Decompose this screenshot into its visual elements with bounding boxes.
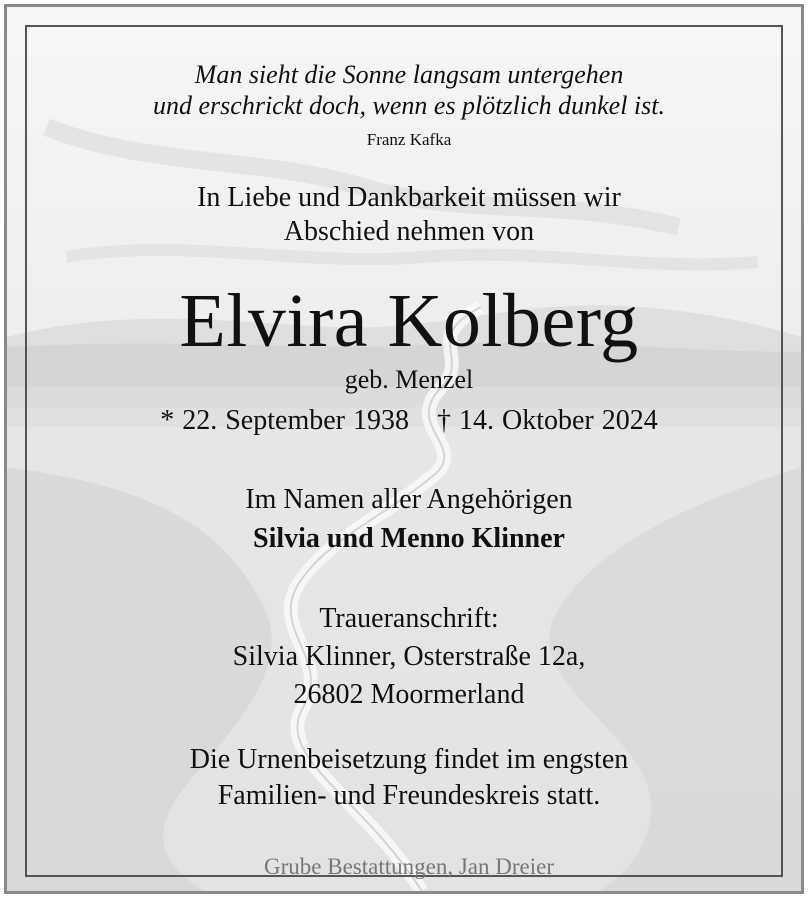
deceased-name: Elvira Kolberg xyxy=(179,279,639,363)
maiden-name: geb. Menzel xyxy=(344,365,474,394)
obituary-card xyxy=(4,4,804,894)
quote-line-1: Man sieht die Sonne langsam untergehen xyxy=(194,60,624,89)
address-line-1: Silvia Klinner, Osterstraße 12a, xyxy=(232,641,586,672)
address-label: Traueranschrift: xyxy=(319,603,499,634)
address-line-2: 26802 Moormerland xyxy=(293,679,525,710)
quote-author: Franz Kafka xyxy=(366,130,452,149)
death-date: † 14. Oktober 2024 xyxy=(436,405,658,436)
quote-line-2: und erschrickt doch, wenn es plötzlich dunkel ist. xyxy=(153,91,665,120)
life-dates xyxy=(7,405,804,437)
undertaker-credit: Grube Bestattungen, Jan Dreier xyxy=(264,854,554,879)
family-intro: Im Namen aller Angehörigen xyxy=(245,484,573,515)
intro-line-1: In Liebe und Dankbarkeit müssen wir xyxy=(197,182,621,213)
birth-date: * 22. September 1938 xyxy=(160,405,409,436)
burial-line-2: Familien- und Freundeskreis statt. xyxy=(217,780,601,811)
intro-line-2: Abschied nehmen von xyxy=(283,216,535,247)
family-names: Silvia und Menno Klinner xyxy=(253,523,565,554)
burial-line-1: Die Urnenbeisetzung findet im engsten xyxy=(189,744,629,775)
